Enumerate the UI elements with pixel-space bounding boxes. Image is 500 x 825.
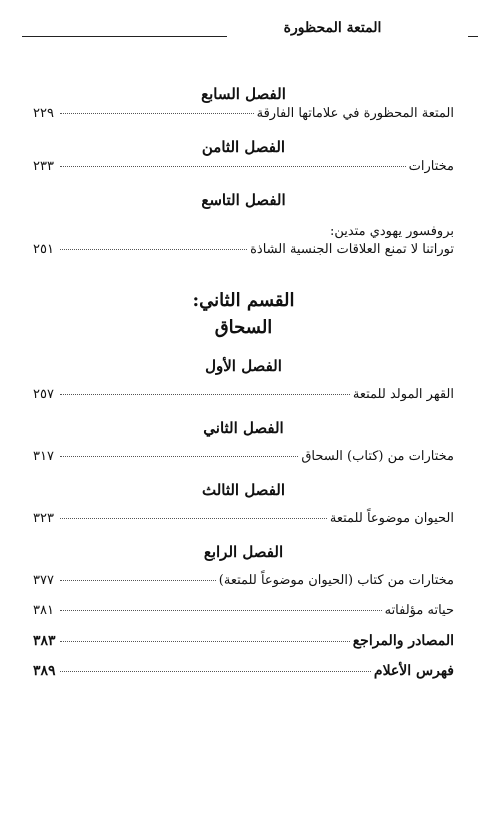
chapter-heading-7: الفصل السابع	[201, 85, 286, 103]
toc-entry-title: مختارات من كتاب (الحيوان موضوعاً للمتعة)	[218, 573, 454, 588]
toc-entry-page: ٣٧٧	[33, 573, 54, 588]
dot-leader	[60, 249, 247, 250]
dot-leader	[60, 610, 382, 611]
chapter-heading-p2-2: الفصل الثاني	[203, 419, 284, 437]
dot-leader	[60, 518, 327, 519]
toc-entry-title: حياته مؤلفاته	[384, 603, 454, 618]
toc-entry-title: الحيوان موضوعاً للمتعة	[329, 511, 454, 526]
toc-entry-title: القهر المولد للمتعة	[352, 387, 454, 402]
dot-leader	[60, 641, 350, 642]
toc-entry-title: المصادر والمراجع	[352, 633, 454, 649]
chapter-heading-9: الفصل التاسع	[201, 191, 286, 209]
dot-leader	[60, 456, 298, 457]
toc-entry-title: مختارات من (كتاب) السحاق	[301, 449, 454, 464]
toc-entry[interactable]	[33, 242, 454, 263]
toc-entry[interactable]	[33, 159, 454, 180]
dot-leader	[60, 166, 406, 167]
toc-entry-page: ٣٨١	[33, 603, 54, 618]
toc-entry-page: ٣٨٩	[33, 663, 56, 679]
toc-entry-page: ٢٥٧	[33, 387, 54, 402]
header-rule-left	[22, 36, 227, 37]
toc-entry[interactable]	[33, 511, 454, 532]
toc-entry-title: المتعة المحظورة في علاماتها الفارقة	[256, 106, 454, 121]
chapter-heading-8: الفصل الثامن	[201, 138, 286, 156]
chapter-heading-p2-1: الفصل الأول	[205, 357, 282, 375]
toc-entry[interactable]	[33, 573, 454, 594]
toc-entry-page: ٢٥١	[33, 242, 54, 257]
table-of-contents	[33, 83, 454, 684]
dot-leader	[60, 113, 254, 114]
toc-entry-title: مختارات	[408, 159, 454, 174]
chapter-heading-p2-4: الفصل الرابع	[203, 543, 284, 561]
part-title: السحاق	[214, 317, 273, 338]
dot-leader	[60, 671, 371, 672]
dot-leader	[60, 394, 350, 395]
toc-entry[interactable]	[33, 449, 454, 470]
dot-leader	[60, 580, 216, 581]
toc-entry[interactable]	[33, 106, 454, 127]
toc-entry-page: ٢٢٩	[33, 106, 54, 121]
toc-entry[interactable]	[33, 387, 454, 408]
toc-entry[interactable]	[33, 603, 454, 624]
toc-entry-page: ٣١٧	[33, 449, 54, 464]
toc-entry-page: ٣٢٣	[33, 511, 54, 526]
chapter-heading-p2-3: الفصل الثالث	[201, 481, 286, 499]
running-header	[22, 14, 478, 40]
toc-entry-title: توراتنا لا تمنع العلاقات الجنسية الشاذة	[250, 242, 454, 257]
toc-entry-page: ٣٨٣	[33, 633, 56, 649]
part-label: القسم الثاني:	[192, 290, 295, 311]
toc-entry-title: فهرس الأعلام	[373, 663, 454, 679]
header-rule-right	[468, 36, 478, 37]
toc-entry-backmatter[interactable]	[33, 633, 454, 654]
toc-entry-page: ٢٣٣	[33, 159, 54, 174]
running-header-title: المتعة المحظورة	[205, 20, 460, 36]
toc-entry-backmatter[interactable]	[33, 663, 454, 684]
section-intro: بروفسور يهودي متدين:	[329, 224, 454, 239]
